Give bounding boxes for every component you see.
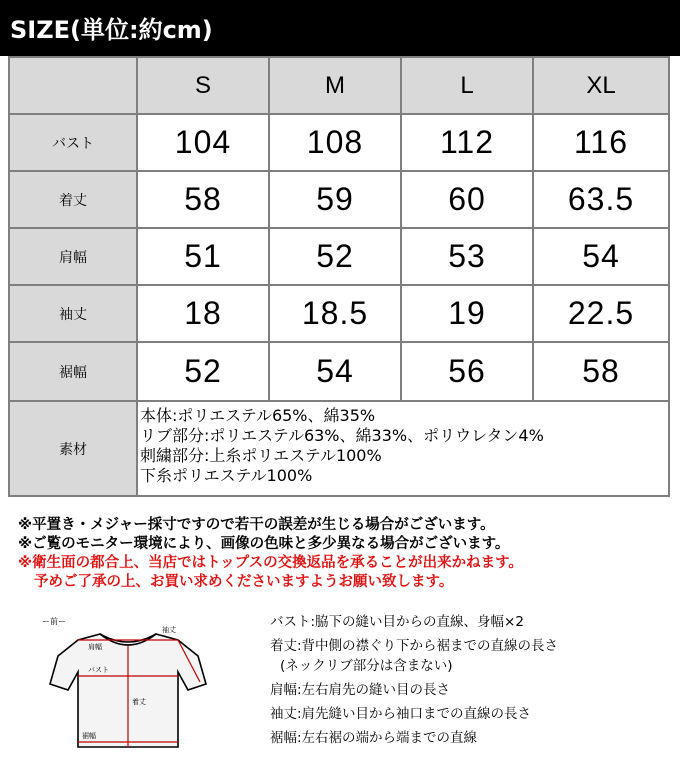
definition-hem: 裾幅:左右裾の端から端までの直線 xyxy=(270,730,478,746)
note-line: ※平置き・メジャー採寸ですので若干の誤差が生じる場合がございます。 xyxy=(18,517,495,533)
value-cell xyxy=(268,170,402,229)
value-text: 108 xyxy=(306,124,364,160)
definition-length: 着丈:背中側の襟ぐり下から裾までの直線の長さ xyxy=(270,638,559,654)
note-line: ※ご覧のモニター環境により、画像の色味と多少異なる場合がございます。 xyxy=(18,536,510,552)
value-text: 54 xyxy=(316,353,354,389)
value-text: 58 xyxy=(582,353,620,389)
row-label-sleeve xyxy=(8,284,138,343)
tshirt-diagram xyxy=(38,612,218,752)
value-cell xyxy=(136,170,270,229)
value-cell xyxy=(532,341,670,402)
page-title: SIZE(単位:約cm) xyxy=(10,16,213,44)
value-text: 60 xyxy=(448,181,486,217)
size-header-label: XL xyxy=(586,71,616,99)
material-line: 本体:ポリエステル65%、綿35% xyxy=(140,406,376,425)
value-text: 18 xyxy=(184,295,222,331)
value-text: 112 xyxy=(439,124,494,160)
value-text: 59 xyxy=(316,181,354,217)
row-label: 裾幅 xyxy=(59,364,87,381)
value-cell xyxy=(268,113,402,172)
material-line: 下糸ポリエステル100% xyxy=(140,466,313,485)
tshirt-icon xyxy=(38,612,218,752)
size-header-l xyxy=(400,56,534,115)
size-table xyxy=(8,56,670,497)
row-label: 着丈 xyxy=(59,192,87,209)
value-text: 53 xyxy=(448,238,486,274)
value-cell xyxy=(268,284,402,343)
size-header-m xyxy=(268,56,402,115)
value-text: 63.5 xyxy=(567,181,635,217)
value-cell xyxy=(532,170,670,229)
definition-length-note: (ネックリブ部分は含まない) xyxy=(280,658,453,674)
table-corner-cell xyxy=(8,56,138,115)
size-header-label: L xyxy=(460,71,474,99)
value-text: 51 xyxy=(184,238,222,274)
return-policy-note: 予めご了承の上、お買い求めくださいますようお願い致します。 xyxy=(34,574,454,590)
value-cell xyxy=(532,284,670,343)
value-cell xyxy=(532,227,670,286)
row-label-length xyxy=(8,170,138,229)
size-header-s xyxy=(136,56,270,115)
length-label: 着丈 xyxy=(132,698,146,706)
value-cell xyxy=(400,113,534,172)
value-cell xyxy=(136,113,270,172)
definition-sleeve: 袖丈:肩先縫い目から袖口までの直線の長さ xyxy=(270,706,532,722)
value-cell xyxy=(400,284,534,343)
measurement-definitions xyxy=(270,612,558,748)
definition-shoulder: 肩幅:左右肩先の縫い目の長さ xyxy=(270,682,451,698)
hem-label: 裾幅 xyxy=(82,732,96,740)
value-text: 52 xyxy=(184,353,222,389)
value-text: 19 xyxy=(448,295,486,331)
value-cell xyxy=(532,113,670,172)
value-cell xyxy=(268,341,402,402)
value-cell xyxy=(400,170,534,229)
title-bar xyxy=(0,0,680,56)
row-label-shoulder xyxy=(8,227,138,286)
value-text: 104 xyxy=(174,124,232,160)
material-line: リブ部分:ポリエステル63%、綿33%、ポリウレタン4% xyxy=(140,426,544,445)
value-cell xyxy=(136,341,270,402)
value-text: 116 xyxy=(573,124,628,160)
return-policy-note: ※衛生面の都合上、当店ではトップスの交換返品を承ることが出来かねます。 xyxy=(18,555,523,571)
material-line: 刺繍部分:上糸ポリエステル100% xyxy=(140,446,382,465)
row-label: 素材 xyxy=(59,441,87,458)
material-cell xyxy=(136,400,670,497)
material-text xyxy=(140,406,544,486)
row-label: バスト xyxy=(52,135,94,152)
value-cell xyxy=(136,284,270,343)
value-text: 56 xyxy=(448,353,486,389)
row-label: 袖丈 xyxy=(59,306,87,323)
row-label-hem xyxy=(8,341,138,402)
row-label: 肩幅 xyxy=(59,249,87,266)
bust-label: バスト xyxy=(88,666,109,674)
definition-bust: バスト:脇下の縫い目からの直線、身幅×2 xyxy=(270,614,524,630)
value-cell xyxy=(400,227,534,286)
front-label: ー前ー xyxy=(42,617,66,626)
value-text: 18.5 xyxy=(301,295,369,331)
sleeve-label: 袖丈 xyxy=(162,626,176,634)
value-cell xyxy=(268,227,402,286)
value-cell xyxy=(400,341,534,402)
row-label-bust xyxy=(8,113,138,172)
value-text: 54 xyxy=(582,238,620,274)
value-text: 58 xyxy=(184,181,222,217)
size-header-label: S xyxy=(194,71,211,99)
notes-block xyxy=(18,516,523,592)
size-header-xl xyxy=(532,56,670,115)
shoulder-label: 肩幅 xyxy=(88,643,102,651)
value-text: 22.5 xyxy=(567,295,635,331)
size-header-label: M xyxy=(325,71,345,99)
value-text: 52 xyxy=(316,238,354,274)
value-cell xyxy=(136,227,270,286)
row-label-material xyxy=(8,400,138,497)
